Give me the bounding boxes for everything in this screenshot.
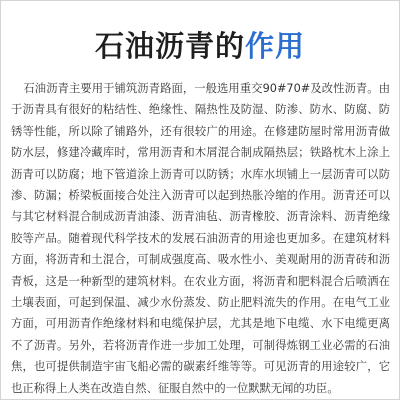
body-line: 胶等产品。随着现代科学技术的发展石油沥青的用途也更加多。在建筑材料 (11, 231, 390, 245)
body-line: 也正称得上人类在改造自然、征服自然中的一位默默无闻的功臣。 (11, 381, 339, 395)
body-line: 方面，可用沥青作绝缘材料和电缆保护层，尤其是地下电缆、水下电缆更离 (11, 317, 390, 331)
page-title (1, 29, 399, 63)
body-line: 渗、防漏；桥梁板面接合处注入沥青可以起到热胀冷缩的作用。沥青还可以 (11, 189, 390, 203)
body-line: 焦，也可提供制造宇宙飞船必需的碳素纤维等等。可见沥青的用途较广，它 (11, 360, 390, 374)
body-line: 锈等性能，所以除了铺路外，还有很较广的用途。在修建防屋时常用沥青做 (11, 124, 390, 138)
body-line: 方面，将沥青和土混合，可制成强度高、吸水性小、美观耐用的沥青砖和沥 (11, 253, 390, 267)
body-line: 青板，这是一种新型的建筑材料。在农业方面，将沥青和肥料混合后喷洒在 (11, 274, 390, 288)
body-line: 土壤表面，可起到保温、减少水份蒸发、防止肥料流失的作用。在电气工业 (11, 296, 390, 310)
title-main: 石油沥青的 (94, 29, 245, 63)
body-line: 与其它材料混合制成沥青油漆、沥青油毡、沥青橡胶、沥青涂料、沥青绝缘 (11, 210, 390, 224)
title-highlight: 作用 (245, 29, 306, 63)
body-line: 石油沥青主要用于铺筑沥青路面，一般选用重交90#70#及改性沥青。由 (23, 82, 390, 95)
article-body (11, 78, 390, 399)
body-line: 沥青可以防腐；地下管道涂上沥青可以防锈；水库水坝铺上一层沥青可以防 (11, 167, 390, 181)
body-line: 防水层，修建冷藏库时，常用沥青和木屑混合制成隔热层；铁路枕木上涂上 (11, 146, 390, 160)
body-line: 于沥青具有很好的粘结性、绝缘性、隔热性及防湿、防渗、防水、防腐、防 (11, 103, 390, 117)
body-line: 不了沥青。另外，若将沥青作进一步加工处理，可制得炼钢工业必需的石油 (11, 338, 390, 352)
